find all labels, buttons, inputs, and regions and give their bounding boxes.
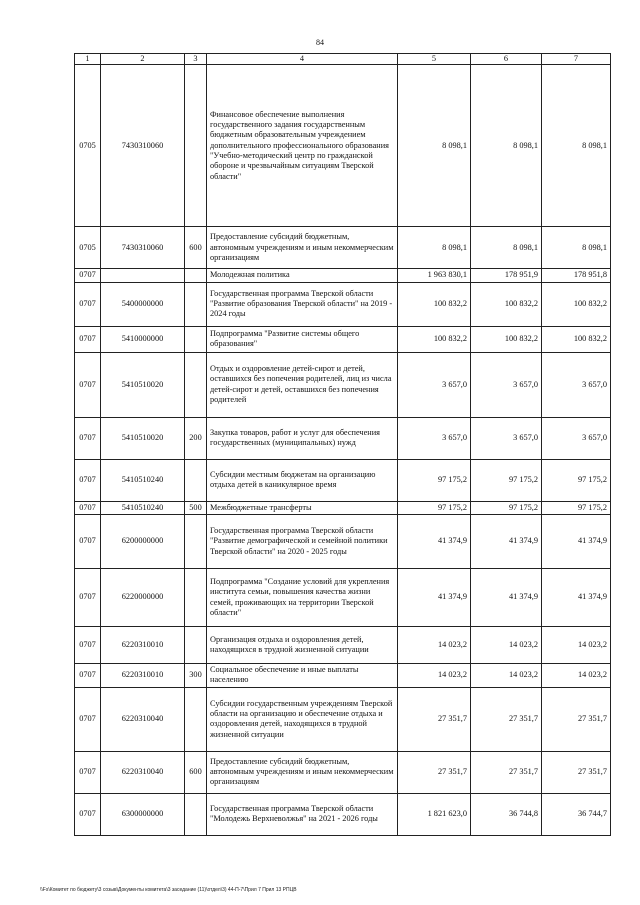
- table-row: [75, 352, 611, 417]
- section-cell: 0707: [75, 751, 101, 793]
- amount-col5-cell: 8 098,1: [398, 227, 471, 269]
- budget-table: [74, 53, 611, 836]
- amount-col5-cell: 97 175,2: [398, 501, 471, 514]
- table-header-row: [75, 54, 611, 65]
- code-cell: 5410510240: [101, 459, 185, 501]
- description-cell: Социальное обеспечение и иные выплаты населению: [207, 664, 398, 688]
- header-cell: 5: [398, 54, 471, 65]
- code-cell: 6300000000: [101, 793, 185, 835]
- section-cell: 0707: [75, 269, 101, 282]
- amount-col6-cell: 27 351,7: [471, 751, 542, 793]
- amount-col5-cell: 1 821 623,0: [398, 793, 471, 835]
- amount-col5-cell: 14 023,2: [398, 627, 471, 664]
- expense-type-cell: 600: [185, 227, 207, 269]
- amount-col6-cell: 100 832,2: [471, 326, 542, 352]
- code-cell: 5400000000: [101, 282, 185, 326]
- section-cell: 0707: [75, 459, 101, 501]
- expense-type-cell: [185, 569, 207, 627]
- table-row: [75, 459, 611, 501]
- expense-type-cell: 600: [185, 751, 207, 793]
- code-cell: 6220310040: [101, 751, 185, 793]
- amount-col5-cell: 8 098,1: [398, 65, 471, 227]
- file-path-footer: \\Fs\Комитет по бюджету\3 созыв\Документы комитета\3 заседание (11)\отдел\3) 44-П-7\Прил 7 Прил 13 РПЦВ: [40, 887, 297, 893]
- amount-col7-cell: 14 023,2: [542, 664, 611, 688]
- description-cell: Подпрограмма "Развитие системы общего образования": [207, 326, 398, 352]
- header-cell: 4: [207, 54, 398, 65]
- expense-type-cell: [185, 326, 207, 352]
- table-row: [75, 687, 611, 751]
- expense-type-cell: [185, 515, 207, 569]
- amount-col7-cell: 27 351,7: [542, 687, 611, 751]
- amount-col6-cell: 8 098,1: [471, 227, 542, 269]
- table-row: [75, 793, 611, 835]
- amount-col6-cell: 27 351,7: [471, 687, 542, 751]
- amount-col6-cell: 36 744,8: [471, 793, 542, 835]
- amount-col6-cell: 14 023,2: [471, 664, 542, 688]
- amount-col6-cell: 8 098,1: [471, 65, 542, 227]
- table-row: [75, 282, 611, 326]
- amount-col7-cell: 41 374,9: [542, 569, 611, 627]
- amount-col5-cell: 97 175,2: [398, 459, 471, 501]
- description-cell: Государственная программа Тверской области "Молодежь Верхневолжья" на 2021 - 2026 годы: [207, 793, 398, 835]
- code-cell: 7430310060: [101, 65, 185, 227]
- table-row: [75, 627, 611, 664]
- section-cell: 0707: [75, 282, 101, 326]
- section-cell: 0707: [75, 326, 101, 352]
- section-cell: 0707: [75, 664, 101, 688]
- expense-type-cell: [185, 352, 207, 417]
- description-cell: Организация отдыха и оздоровления детей, находящихся в трудной жизненной ситуации: [207, 627, 398, 664]
- section-cell: 0707: [75, 417, 101, 459]
- section-cell: 0705: [75, 65, 101, 227]
- amount-col6-cell: 97 175,2: [471, 501, 542, 514]
- amount-col7-cell: 100 832,2: [542, 282, 611, 326]
- amount-col7-cell: 178 951,8: [542, 269, 611, 282]
- header-cell: 6: [471, 54, 542, 65]
- amount-col7-cell: 36 744,7: [542, 793, 611, 835]
- amount-col6-cell: 14 023,2: [471, 627, 542, 664]
- expense-type-cell: [185, 282, 207, 326]
- description-cell: Подпрограмма "Создание условий для укрепления института семьи, повышения качества жизни семей, проживающих на территории Тверской области": [207, 569, 398, 627]
- amount-col6-cell: 3 657,0: [471, 417, 542, 459]
- description-cell: Субсидии местным бюджетам на организацию отдыха детей в каникулярное время: [207, 459, 398, 501]
- description-cell: Предоставление субсидий бюджетным, автономным учреждениям и иным некоммерческим организациям: [207, 751, 398, 793]
- header-cell: 1: [75, 54, 101, 65]
- amount-col7-cell: 100 832,2: [542, 326, 611, 352]
- amount-col7-cell: 14 023,2: [542, 627, 611, 664]
- description-cell: Молодежная политика: [207, 269, 398, 282]
- code-cell: [101, 269, 185, 282]
- code-cell: 6220000000: [101, 569, 185, 627]
- description-cell: Государственная программа Тверской области "Развитие образования Тверской области" на 2019 - 2024 годы: [207, 282, 398, 326]
- description-cell: Межбюджетные трансферты: [207, 501, 398, 514]
- amount-col7-cell: 97 175,2: [542, 501, 611, 514]
- expense-type-cell: [185, 65, 207, 227]
- section-cell: 0707: [75, 687, 101, 751]
- amount-col5-cell: 14 023,2: [398, 664, 471, 688]
- code-cell: 6200000000: [101, 515, 185, 569]
- amount-col5-cell: 27 351,7: [398, 751, 471, 793]
- description-cell: Закупка товаров, работ и услуг для обеспечения государственных (муниципальных) нужд: [207, 417, 398, 459]
- amount-col7-cell: 8 098,1: [542, 65, 611, 227]
- amount-col6-cell: 100 832,2: [471, 282, 542, 326]
- amount-col6-cell: 41 374,9: [471, 515, 542, 569]
- section-cell: 0707: [75, 352, 101, 417]
- amount-col5-cell: 100 832,2: [398, 326, 471, 352]
- section-cell: 0707: [75, 793, 101, 835]
- description-cell: Субсидии государственным учреждениям Тверской области на организацию и обеспечение отдыха и оздоровления детей, находящихся в трудной жизненной ситуации: [207, 687, 398, 751]
- code-cell: 6220310010: [101, 664, 185, 688]
- table-row: [75, 326, 611, 352]
- expense-type-cell: [185, 459, 207, 501]
- amount-col7-cell: 8 098,1: [542, 227, 611, 269]
- description-cell: Отдых и оздоровление детей-сирот и детей, оставшихся без попечения родителей, лиц из числа детей-сирот и детей, оставшихся без попечения родителей: [207, 352, 398, 417]
- expense-type-cell: [185, 627, 207, 664]
- table-row: [75, 751, 611, 793]
- amount-col5-cell: 100 832,2: [398, 282, 471, 326]
- section-cell: 0707: [75, 501, 101, 514]
- table-row: [75, 515, 611, 569]
- amount-col7-cell: 3 657,0: [542, 417, 611, 459]
- amount-col6-cell: 3 657,0: [471, 352, 542, 417]
- header-cell: 2: [101, 54, 185, 65]
- amount-col6-cell: 41 374,9: [471, 569, 542, 627]
- description-cell: Государственная программа Тверской области "Развитие демографической и семейной политики Тверской области" на 2020 - 2025 годы: [207, 515, 398, 569]
- table-row: [75, 417, 611, 459]
- table-row: [75, 569, 611, 627]
- expense-type-cell: 300: [185, 664, 207, 688]
- section-cell: 0707: [75, 627, 101, 664]
- expense-type-cell: 200: [185, 417, 207, 459]
- code-cell: 5410510240: [101, 501, 185, 514]
- code-cell: 5410510020: [101, 352, 185, 417]
- amount-col5-cell: 41 374,9: [398, 569, 471, 627]
- header-cell: 3: [185, 54, 207, 65]
- code-cell: 6220310040: [101, 687, 185, 751]
- code-cell: 7430310060: [101, 227, 185, 269]
- header-cell: 7: [542, 54, 611, 65]
- amount-col6-cell: 178 951,9: [471, 269, 542, 282]
- amount-col5-cell: 3 657,0: [398, 352, 471, 417]
- amount-col7-cell: 97 175,2: [542, 459, 611, 501]
- expense-type-cell: [185, 793, 207, 835]
- code-cell: 5410000000: [101, 326, 185, 352]
- table-row: [75, 227, 611, 269]
- table-row: [75, 65, 611, 227]
- section-cell: 0707: [75, 569, 101, 627]
- code-cell: 5410510020: [101, 417, 185, 459]
- section-cell: 0707: [75, 515, 101, 569]
- description-cell: Финансовое обеспечение выполнения государственного задания государственным бюджетным образовательным учреждением дополнительного профессионального образования "Учебно-методический центр по гражданской обороне и чрезвычайным ситуациям Тверской области": [207, 65, 398, 227]
- table-row: [75, 664, 611, 688]
- section-cell: 0705: [75, 227, 101, 269]
- amount-col5-cell: 1 963 830,1: [398, 269, 471, 282]
- table-row: [75, 269, 611, 282]
- amount-col5-cell: 27 351,7: [398, 687, 471, 751]
- table-row: [75, 501, 611, 514]
- amount-col7-cell: 41 374,9: [542, 515, 611, 569]
- amount-col7-cell: 3 657,0: [542, 352, 611, 417]
- amount-col5-cell: 41 374,9: [398, 515, 471, 569]
- expense-type-cell: 500: [185, 501, 207, 514]
- description-cell: Предоставление субсидий бюджетным, автономным учреждениям и иным некоммерческим организациям: [207, 227, 398, 269]
- amount-col5-cell: 3 657,0: [398, 417, 471, 459]
- expense-type-cell: [185, 269, 207, 282]
- expense-type-cell: [185, 687, 207, 751]
- amount-col7-cell: 27 351,7: [542, 751, 611, 793]
- page-number: 84: [316, 38, 324, 47]
- code-cell: 6220310010: [101, 627, 185, 664]
- amount-col6-cell: 97 175,2: [471, 459, 542, 501]
